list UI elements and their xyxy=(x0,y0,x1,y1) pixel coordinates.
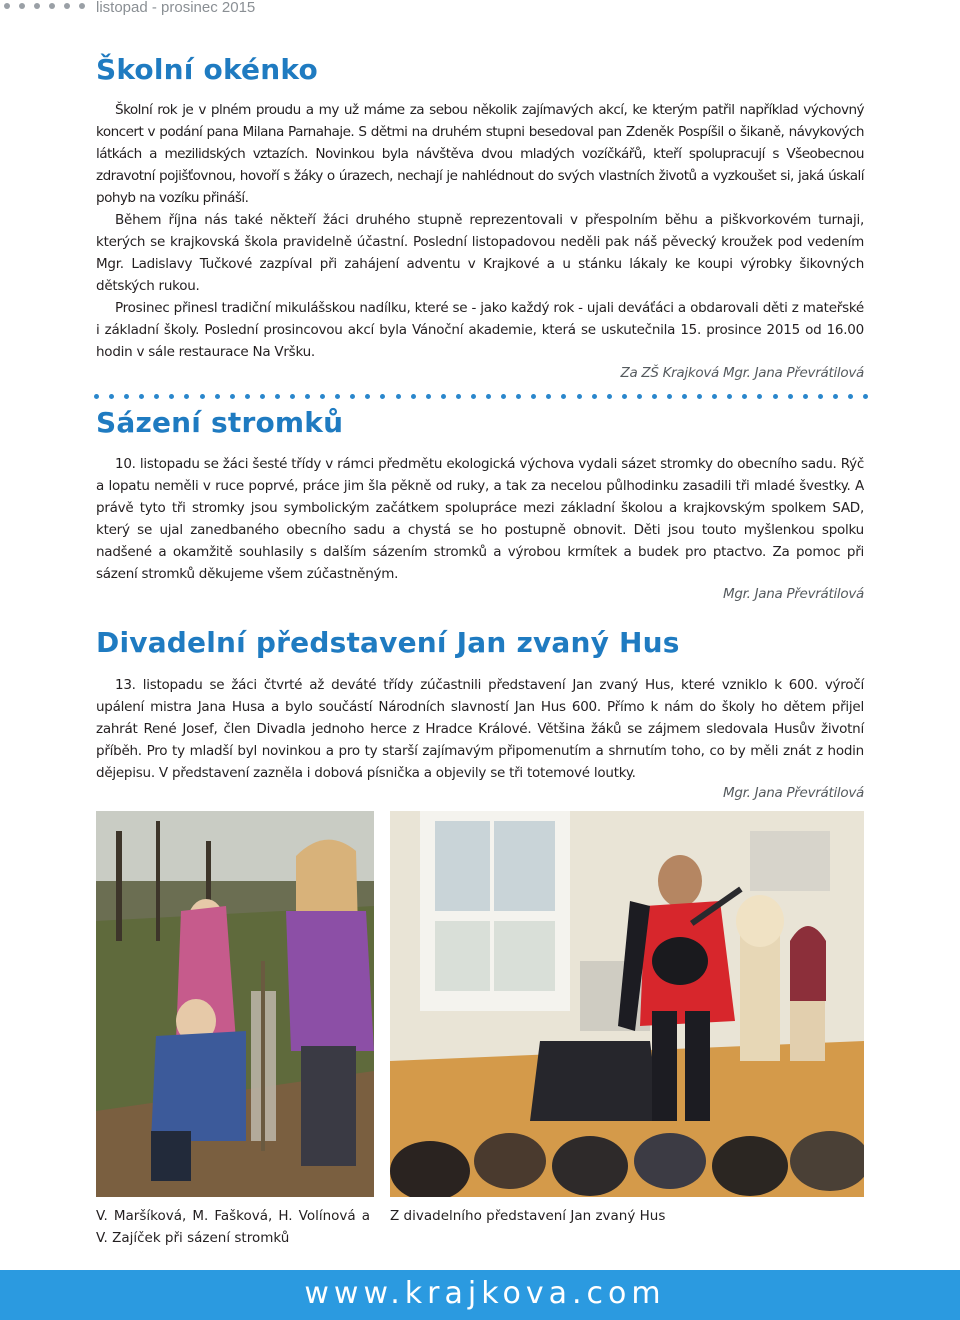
divider-dot xyxy=(260,394,265,399)
divider-dot xyxy=(848,394,853,399)
divider-dot xyxy=(531,394,536,399)
article-skolni-okenko xyxy=(96,99,864,363)
divider-dot xyxy=(456,394,461,399)
divider-dot xyxy=(441,394,446,399)
divider-dot xyxy=(742,394,747,399)
paragraph: 10. listopadu se žáci šesté třídy v rámci předmětu ekologická výchova vydali sázet stromky do obecního sadu. Rýč a lopatu neměli v ruce poprvé, práce jim šla pěkně od ruky, a tak za necelou půlhodinku zasadili tři mladé švestky. A právě tyto tři stromky jsou symbolickým začátkem spolupráce mezi základní školou a krajkovským spolkem SAD, který se ujal zanedbaného obecního sadu a chystá se ho postupně obnovit. Děti jsou touto myšlenkou spolku nadšené a okamžitě souhlasily s dalším sázením stromků a výrobou krmítek a budek pro ptactvo. Za pomoc při sázení stromků děkujeme všem zúčastněným. xyxy=(96,456,864,582)
divider-dot xyxy=(245,394,250,399)
divider-dot xyxy=(335,394,340,399)
photo-caption-left: V. Maršíková, M. Fašková, H. Volínová a V. Zajíček při sázení stromků xyxy=(96,1208,370,1246)
author-signature: Mgr. Jana Převrátilová xyxy=(722,785,864,801)
divider-dot xyxy=(863,394,868,399)
divider-dot xyxy=(561,394,566,399)
divider-dot xyxy=(788,394,793,399)
divider-dot xyxy=(622,394,627,399)
photo-tree-planting xyxy=(96,811,374,1197)
issue-date-range: listopad - prosinec 2015 xyxy=(96,0,256,16)
author-signature: Mgr. Jana Převrátilová xyxy=(722,586,864,602)
divider-dot xyxy=(154,394,159,399)
section-title-divadelni-predstaveni: Divadelní představení Jan zvaný Hus xyxy=(96,626,680,659)
divider-dot xyxy=(516,394,521,399)
article-divadelni-predstaveni xyxy=(96,674,864,784)
divider-dot xyxy=(350,394,355,399)
divider-dot xyxy=(184,394,189,399)
divider-dot xyxy=(652,394,657,399)
divider-dot xyxy=(833,394,838,399)
page-header xyxy=(0,0,400,16)
divider-dot xyxy=(486,394,491,399)
paragraph: Prosinec přinesl tradiční mikulášskou nadílku, které se - jako každý rok - ujali deváťáci a obdarovali děti z mateřské i základní školy. Poslední prosincovou akcí byla Vánoční akademie, která se uskutečnila 15. prosince 2015 od 16.00 hodin v sále restaurace Na Vršku. xyxy=(96,300,864,360)
divider-dot xyxy=(169,394,174,399)
divider-dot xyxy=(637,394,642,399)
divider-dot xyxy=(546,394,551,399)
article-sazeni-stromku xyxy=(96,453,864,585)
divider-dot xyxy=(230,394,235,399)
divider-dot xyxy=(607,394,612,399)
divider-dot xyxy=(365,394,370,399)
divider-dot xyxy=(727,394,732,399)
header-dots-decoration xyxy=(4,3,85,9)
footer-bar xyxy=(0,1270,960,1320)
divider-dot xyxy=(396,394,401,399)
divider-dot xyxy=(712,394,717,399)
divider-dot xyxy=(682,394,687,399)
author-signature: Za ZŠ Krajková Mgr. Jana Převrátilová xyxy=(620,365,864,381)
divider-dot xyxy=(215,394,220,399)
divider-dot xyxy=(667,394,672,399)
divider-dot xyxy=(139,394,144,399)
divider-dot xyxy=(501,394,506,399)
divider-dot xyxy=(411,394,416,399)
paragraph: Během října nás také někteří žáci druhého stupně reprezentovali v přespolním běhu a piškvorkovém turnaji, kterých se krajkovská škola pravidelně účastní. Poslední listopadovou neděli pak náš pěvecký kroužek pod vedením Mgr. Ladislavy Tučkové zazpíval při zahájení adventu v Krajkové a u stánku lákaly ke koupi výrobky šikovných dětských rukou. xyxy=(96,212,864,294)
divider-dot xyxy=(200,394,205,399)
divider-dot xyxy=(773,394,778,399)
divider-dot xyxy=(697,394,702,399)
paragraph: 13. listopadu se žáci čtvrté až deváté třídy zúčastnili představení Jan zvaný Hus, které vzniklo k 600. výročí upálení mistra Jana Husa a bylo součástí Národních slavností Jan Hus 600. Přímo k nám do školy ho dětem přijel zahrát René Josef, člen Divadla jednoho herce z Hradce Králové. Většina žáků se zájmem sledovala Husův životní příběh. Pro ty mladší byl novinkou a pro ty starší zajímavým připomenutím a shrnutím toho, co by měli znát z hodin dějepisu. V představení zazněla i dobová písnička a objevily se tři totemové loutky. xyxy=(96,677,864,781)
divider-dot xyxy=(124,394,129,399)
divider-dot xyxy=(305,394,310,399)
photo-theatre-performance xyxy=(390,811,864,1197)
dotted-divider xyxy=(94,394,868,400)
footer-website-link[interactable]: www.krajkova.com xyxy=(304,1276,666,1311)
divider-dot xyxy=(592,394,597,399)
divider-dot xyxy=(426,394,431,399)
divider-dot xyxy=(803,394,808,399)
paragraph: Školní rok je v plném proudu a my už máme za sebou několik zajímavých akcí, ke kterým patřil například výchovný koncert v podání pana Milana Parnahaje. S dětmi na druhém stupni besedoval pan Zdeněk Pospíšil o šikaně, návykových látkách a mezilidských vztazích. Novinkou byla návštěva dvou mladých vozíčkářů, kteří spolupracují s Všeobecnou zdravotní pojišťovnou, hovoří s žáky o úrazech, nechají je nahlédnout do svých vlastních životů a vyzkoušet si, jaká úskalí pohyb na vozíku přináší. xyxy=(96,102,864,206)
section-title-sazeni-stromku: Sázení stromků xyxy=(96,406,344,439)
divider-dot xyxy=(380,394,385,399)
divider-dot xyxy=(757,394,762,399)
photo-caption-right: Z divadelního představení Jan zvaný Hus xyxy=(390,1208,666,1224)
divider-dot xyxy=(320,394,325,399)
divider-dot xyxy=(471,394,476,399)
divider-dot xyxy=(577,394,582,399)
divider-dot xyxy=(275,394,280,399)
divider-dot xyxy=(94,394,99,399)
divider-dot xyxy=(109,394,114,399)
divider-dot xyxy=(818,394,823,399)
divider-dot xyxy=(290,394,295,399)
section-title-skolni-okenko: Školní okénko xyxy=(96,53,318,86)
